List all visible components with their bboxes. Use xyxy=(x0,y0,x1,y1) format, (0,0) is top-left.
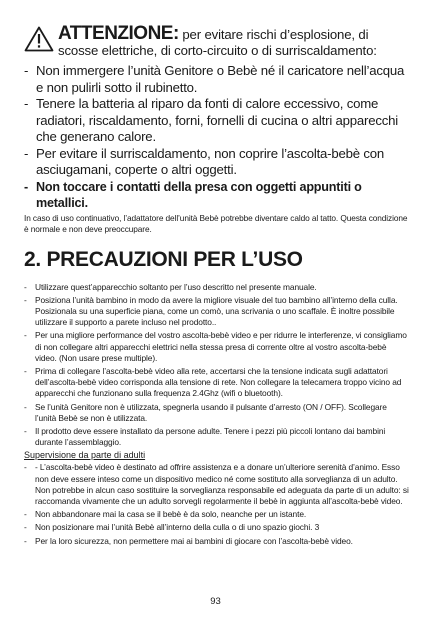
warning-triangle-icon xyxy=(24,26,54,52)
supervision-item: - Per la loro sicurezza, non permettere mai ai bambini di giocare con l’ascolta-bebè video. xyxy=(24,535,353,546)
section-title: 2. PRECAUZIONI PER L’USO xyxy=(24,247,303,271)
supervision-item: - Non posizionare mai l’unità Bebè all’interno della culla o di uno spazio giochi. 3 xyxy=(24,522,320,533)
precautions-list xyxy=(24,282,410,449)
precaution-item: - Per una migliore performance del vostro ascolta-bebè video e per ridurre le interferenze, vi consigliamo di non collegare altri apparecchi elettrici nella stessa presa di corrente oltre al vostro ascolta-bebè video. (Non usare prese multiple). xyxy=(24,330,407,363)
warning-item: - Tenere la batteria al riparo da fonti di calore eccessivo, come radiatori, riscaldamento, forni, fornelli di cucina o altri apparecchi che generano calore. xyxy=(24,96,399,144)
supervision-item: - Non abbandonare mai la casa se il bebè è da solo, neanche per un istante. xyxy=(24,509,307,520)
supervision-item: - - L’ascolta-bebè video è destinato ad offrire assistenza e a donare un’ulteriore serenità d’animo. Esso non deve essere inteso come un dispositivo medico né come sostituto alla sorveglianza di un adulto. Non potrebbe in alcun caso sostituire la sorveglianza responsabile ed adeguata da parte di un adulto: si raccomanda vivamente che un adulto sorvegli regolarmente il bebè in aggiunta all’ascolta-bebè video. xyxy=(24,462,409,506)
warning-intro-text: per evitare rischi d’esplosione, di scosse elettriche, di corto-circuito o di surriscaldamento: xyxy=(58,27,377,58)
warning-note: In caso di uso continuativo, l’adattatore dell’unità Bebè potrebbe diventare caldo al tatto. Questa condizione è normale e non deve preoccupare. xyxy=(24,212,408,234)
warning-item: - Per evitare il surriscaldamento, non coprire l’ascolta-bebè con asciugamani, coperte o altri oggetti. xyxy=(24,145,385,177)
precaution-item: - Posiziona l’unità bambino in modo da avere la migliore visuale del tuo bambino all’interno della culla. Posizionala su una superficie piana, come un comò, una scrivania o uno scaffale. È inoltre possibile utilizzare il supporto a parete incluso nel prodotto.. xyxy=(24,294,398,328)
page-number: 93 xyxy=(210,596,221,607)
supervision-list xyxy=(24,462,410,546)
warning-header xyxy=(24,23,410,59)
precaution-item: - Prima di collegare l’ascolta-bebè video alla rete, accertarsi che la tensione indicata sugli adattatori dell’ascolta-bebè video corrisponda alla tensione di rete. Non collegare la telecamera troppo vicino ad apparecchi che funzionano sulla frequenza 2.4Ghz (wifi o bluetooth). xyxy=(24,365,402,399)
precaution-item: - Il prodotto deve essere installato da persone adulte. Tenere i pezzi più piccoli lontano dai bambini durante l’assemblaggio. xyxy=(24,425,386,448)
warning-list xyxy=(24,63,410,212)
document-page xyxy=(24,23,410,549)
supervision-title: Supervisione da parte di adulti xyxy=(24,450,146,461)
warning-title: ATTENZIONE: xyxy=(58,23,179,44)
warning-intro xyxy=(58,23,410,59)
precaution-item: - Se l’unità Genitore non è utilizzata, spegnerla usando il pulsante d’arresto (ON / OFF). Scollegare l’unità Bebè se non è utilizzata. xyxy=(24,401,387,423)
warning-item: - Non immergere l’unità Genitore o Bebè né il caricatore nell’acqua e non pulirli sotto il rubinetto. xyxy=(24,63,405,95)
precaution-item: - Utilizzare quest’apparecchio soltanto per l’uso descritto nel presente manuale. xyxy=(24,281,317,292)
warning-item: - Non toccare i contatti della presa con oggetti appuntiti o metallici. xyxy=(24,179,362,210)
